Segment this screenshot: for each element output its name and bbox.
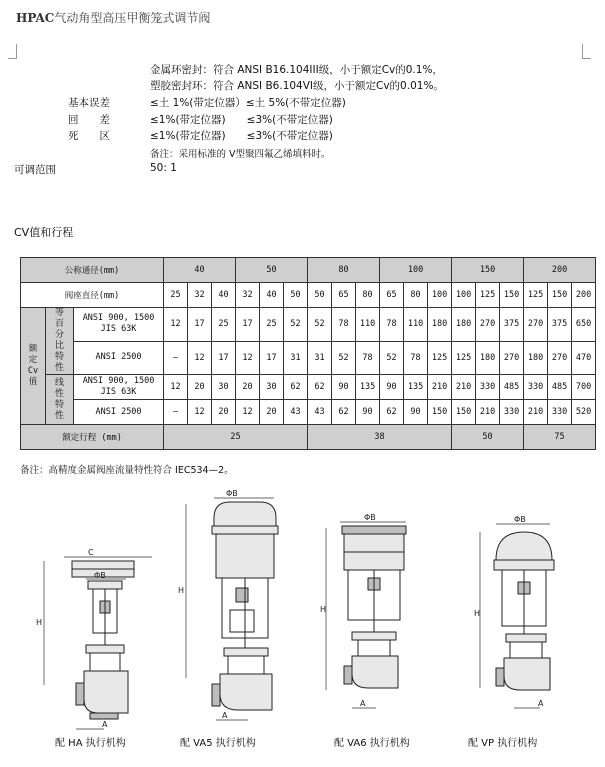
table-row-cv — [21, 400, 596, 425]
seat-diameter-cell: 80 — [404, 283, 428, 308]
dim-h-label-va6: H — [320, 605, 327, 614]
caption-vp: 配 VP 执行机构 — [468, 738, 538, 749]
basic-error-label: 基本误差 — [68, 97, 110, 109]
dim-a-label-va5: A — [222, 711, 228, 720]
spec-note: 备注：采用标准的 V型聚四氟乙烯填料时。 — [150, 149, 331, 160]
cv-value-cell: 12 — [188, 400, 212, 425]
cv-value-cell: 17 — [236, 308, 260, 342]
seat-diameter-cell: 32 — [236, 283, 260, 308]
section-title: CV值和行程 — [14, 226, 74, 239]
cv-value-cell: 330 — [548, 400, 572, 425]
cv-value-cell: 700 — [572, 375, 596, 400]
header-title: 气动角型高压甲衡笼式调节阀 — [54, 11, 211, 25]
cv-value-cell: 12 — [236, 341, 260, 375]
cv-value-cell: 210 — [476, 400, 500, 425]
nominal-size-header: 公称通径(mm) — [21, 258, 164, 283]
nominal-size-cell: 40 — [164, 258, 236, 283]
cv-value-cell: 270 — [500, 341, 524, 375]
cv-value-cell: 17 — [260, 341, 284, 375]
pressure-class-label: ANSI 900, 1500 JIS 63K — [74, 308, 164, 342]
seat-diameter-cell: 125 — [476, 283, 500, 308]
pressure-class-label: ANSI 900, 1500 JIS 63K — [74, 375, 164, 400]
cv-value-cell: 78 — [356, 341, 380, 375]
cv-value-cell: 150 — [452, 400, 476, 425]
cv-value-cell: 31 — [308, 341, 332, 375]
seat-diameter-cell: 65 — [380, 283, 404, 308]
deadband-label: 死 区 — [68, 130, 110, 142]
table-row-seat — [21, 283, 596, 308]
seat-diameter-cell: 32 — [188, 283, 212, 308]
cv-value-cell: 12 — [164, 375, 188, 400]
hysteresis-label: 回 差 — [68, 114, 110, 126]
cv-value-cell: 90 — [380, 375, 404, 400]
corner-mark-left — [8, 44, 17, 59]
characteristic-label: 线性特性 — [46, 375, 74, 425]
cv-value-cell: 520 — [572, 400, 596, 425]
nominal-size-cell: 80 — [308, 258, 380, 283]
cv-table — [20, 257, 596, 450]
cv-value-cell: 90 — [356, 400, 380, 425]
cv-value-cell: 20 — [188, 375, 212, 400]
seat-diameter-header: 阀座直径(mm) — [21, 283, 164, 308]
caption-ha: 配 HA 执行机构 — [55, 738, 126, 749]
cv-value-cell: 17 — [212, 341, 236, 375]
cv-value-cell: 30 — [260, 375, 284, 400]
cv-value-cell: 375 — [548, 308, 572, 342]
cv-value-cell: 90 — [404, 400, 428, 425]
cv-value-cell: 25 — [212, 308, 236, 342]
nominal-size-cell: 100 — [380, 258, 452, 283]
cv-value-cell: – — [164, 341, 188, 375]
cv-value-cell: 125 — [452, 341, 476, 375]
table-row-cv — [21, 308, 596, 342]
cv-value-cell: 62 — [308, 375, 332, 400]
dim-a-label-va6: A — [360, 699, 366, 708]
cv-value-cell: 485 — [500, 375, 524, 400]
cv-value-cell: 62 — [284, 375, 308, 400]
cv-value-cell: 135 — [404, 375, 428, 400]
cv-value-cell: 52 — [308, 308, 332, 342]
seat-diameter-cell: 50 — [284, 283, 308, 308]
seat-diameter-cell: 65 — [332, 283, 356, 308]
cv-value-cell: 78 — [404, 341, 428, 375]
cv-value-cell: 330 — [524, 375, 548, 400]
nominal-size-cell: 200 — [524, 258, 596, 283]
seat-diameter-cell: 100 — [452, 283, 476, 308]
dim-ob-label: ΦB — [94, 571, 106, 580]
cv-value-cell: 62 — [332, 400, 356, 425]
cv-value-cell: 12 — [164, 308, 188, 342]
stroke-cell: 50 — [452, 425, 524, 450]
cv-value-cell: 375 — [500, 308, 524, 342]
dim-h-label-vp: H — [474, 609, 481, 618]
cv-value-cell: 12 — [236, 400, 260, 425]
cv-value-cell: 17 — [188, 308, 212, 342]
nominal-size-cell: 50 — [236, 258, 308, 283]
cv-value-cell: 25 — [260, 308, 284, 342]
page-header — [16, 9, 210, 26]
deadband-value: ≤1%(带定位器) ≤3%(不带定位器) — [150, 130, 333, 142]
stroke-cell: 38 — [308, 425, 452, 450]
cv-value-cell: 52 — [332, 341, 356, 375]
cv-value-cell: 180 — [476, 341, 500, 375]
cv-value-cell: 210 — [428, 375, 452, 400]
cv-value-cell: 125 — [428, 341, 452, 375]
stroke-header: 额定行程 (mm) — [21, 425, 164, 450]
cv-value-cell: 270 — [476, 308, 500, 342]
dim-a-label: A — [102, 720, 108, 729]
cv-value-cell: 330 — [500, 400, 524, 425]
cv-value-cell: 210 — [524, 400, 548, 425]
cv-value-cell: 330 — [476, 375, 500, 400]
drawing-vp — [470, 512, 570, 727]
cv-value-cell: – — [164, 400, 188, 425]
cv-value-cell: 270 — [548, 341, 572, 375]
rubber-seal-spec: 塑胶密封环：符合 ANSI B6.104VI级，小于额定Cv的0.01%。 — [150, 80, 444, 92]
range-value: 50: 1 — [150, 162, 177, 174]
seat-diameter-cell: 50 — [308, 283, 332, 308]
dim-h-label-va5: H — [178, 586, 185, 595]
cv-value-cell: 43 — [308, 400, 332, 425]
cv-value-cell: 270 — [524, 308, 548, 342]
cv-value-cell: 135 — [356, 375, 380, 400]
seat-diameter-cell: 150 — [548, 283, 572, 308]
cv-value-cell: 20 — [260, 400, 284, 425]
nominal-size-cell: 150 — [452, 258, 524, 283]
cv-value-cell: 90 — [332, 375, 356, 400]
pressure-class-label: ANSI 2500 — [74, 400, 164, 425]
cv-value-cell: 52 — [380, 341, 404, 375]
dim-ob-label-vp: ΦB — [514, 515, 526, 524]
cv-value-cell: 110 — [356, 308, 380, 342]
dim-c-label: C — [88, 548, 94, 557]
table-note: 备注：高精度金属阀座流量特性符合 IEC534—2。 — [20, 465, 234, 476]
cv-value-cell: 20 — [236, 375, 260, 400]
table-row-stroke — [21, 425, 596, 450]
cv-value-cell: 485 — [548, 375, 572, 400]
cv-value-cell: 12 — [188, 341, 212, 375]
cv-value-cell: 650 — [572, 308, 596, 342]
cv-value-cell: 110 — [404, 308, 428, 342]
caption-va5: 配 VA5 执行机构 — [180, 738, 256, 749]
dim-ob-label-va6: ΦB — [364, 513, 376, 522]
metal-seal-spec: 金属环密封：符合 ANSI B16.104III级，小于额定Cv的0.1%， — [150, 64, 443, 76]
drawing-va5 — [170, 488, 310, 728]
seat-diameter-cell: 125 — [524, 283, 548, 308]
dim-a-label-vp: A — [538, 699, 544, 708]
seat-diameter-cell: 25 — [164, 283, 188, 308]
cv-value-cell: 43 — [284, 400, 308, 425]
cv-value-cell: 180 — [428, 308, 452, 342]
brand: HPAC — [16, 11, 55, 25]
cv-value-cell: 78 — [332, 308, 356, 342]
cv-value-cell: 52 — [284, 308, 308, 342]
caption-va6: 配 VA6 执行机构 — [334, 738, 410, 749]
table-row-cv — [21, 341, 596, 375]
dim-ob-label-va5: ΦB — [226, 489, 238, 498]
cv-value-cell: 210 — [452, 375, 476, 400]
cv-value-cell: 31 — [284, 341, 308, 375]
stroke-cell: 25 — [164, 425, 308, 450]
seat-diameter-cell: 80 — [356, 283, 380, 308]
characteristic-label: 等百分比特性 — [46, 308, 74, 375]
table-row-nominal — [21, 258, 596, 283]
drawing-va6 — [316, 512, 416, 727]
drawing-ha — [28, 545, 158, 735]
pressure-class-label: ANSI 2500 — [74, 341, 164, 375]
hysteresis-value: ≤1%(带定位器) ≤3%(不带定位器) — [150, 114, 333, 126]
basic-error-value: ≤土 1%(带定位器）≤土 5%(不带定位器) — [150, 97, 346, 109]
seat-diameter-cell: 40 — [212, 283, 236, 308]
table-row-cv — [21, 375, 596, 400]
cv-value-cell: 30 — [212, 375, 236, 400]
seat-diameter-cell: 150 — [500, 283, 524, 308]
stroke-cell: 75 — [524, 425, 596, 450]
seat-diameter-cell: 100 — [428, 283, 452, 308]
cv-value-cell: 62 — [380, 400, 404, 425]
seat-diameter-cell: 200 — [572, 283, 596, 308]
range-label: 可调范围 — [14, 164, 56, 176]
dim-h-label: H — [36, 618, 43, 627]
seat-diameter-cell: 40 — [260, 283, 284, 308]
corner-mark-right — [582, 44, 591, 59]
cv-value-cell: 20 — [212, 400, 236, 425]
cv-value-cell: 470 — [572, 341, 596, 375]
cv-value-cell: 180 — [524, 341, 548, 375]
cv-value-cell: 150 — [428, 400, 452, 425]
cv-value-cell: 180 — [452, 308, 476, 342]
rated-cv-label: 额定Cv值 — [21, 308, 46, 425]
cv-value-cell: 78 — [380, 308, 404, 342]
